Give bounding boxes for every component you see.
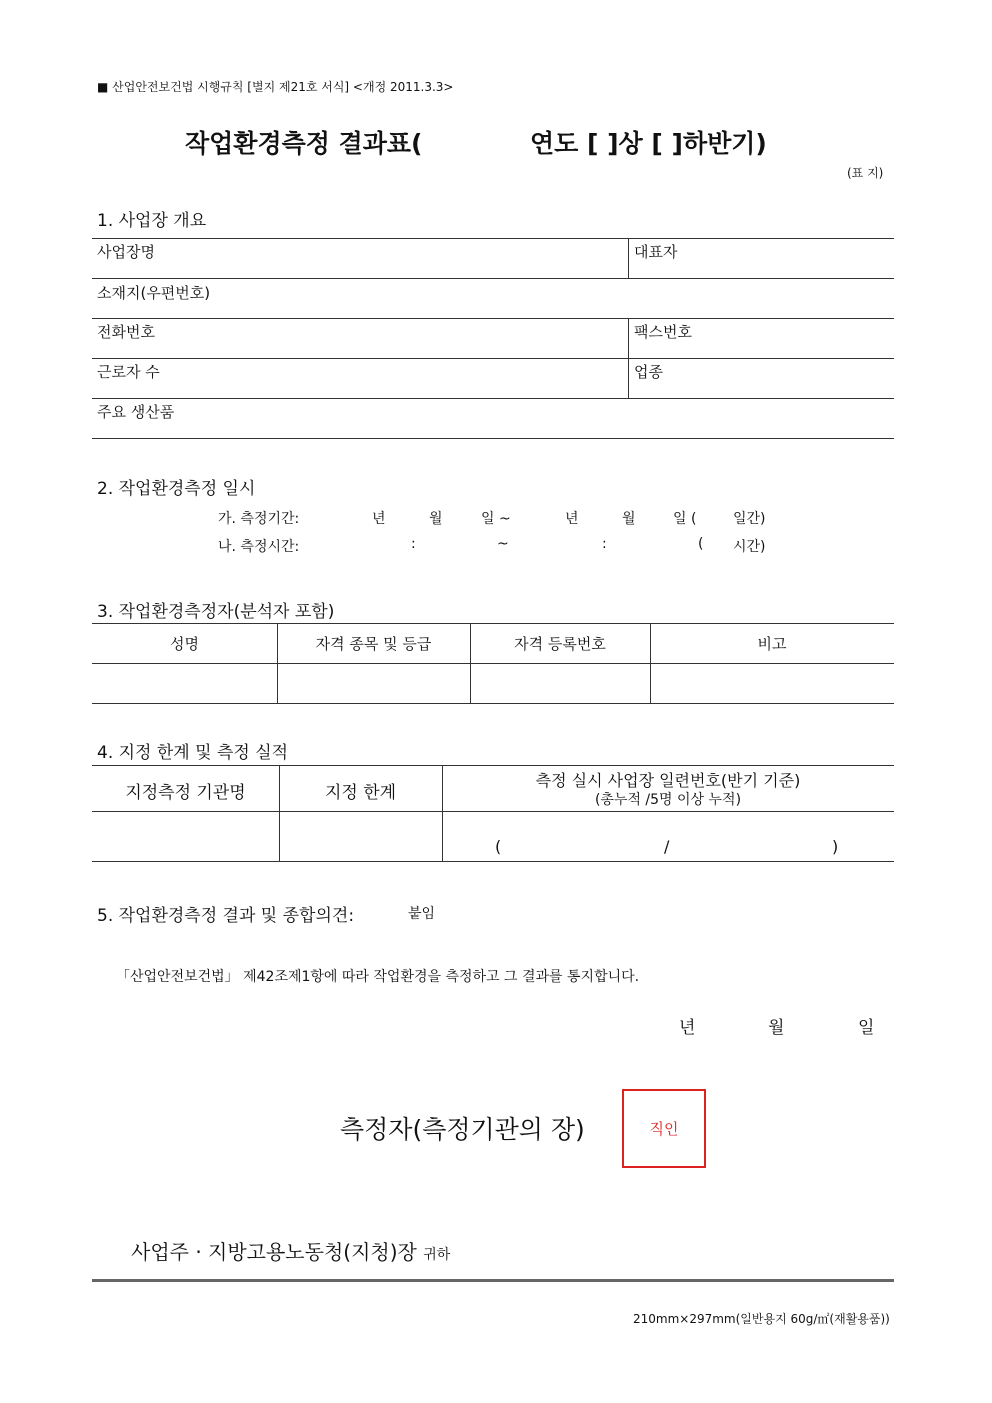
col-serial-line1: 측정 실시 사업장 일련번호(반기 기준) — [535, 771, 801, 790]
divider — [92, 663, 894, 664]
divider — [92, 861, 894, 862]
section4-heading: 4. 지정 한계 및 측정 실적 — [97, 743, 289, 763]
footer-rule — [92, 1279, 894, 1282]
col-qualification: 자격 종목 및 등급 — [315, 635, 432, 653]
section5-heading: 5. 작업환경측정 결과 및 종합의견: — [97, 906, 355, 926]
period-month2: 월 — [622, 511, 636, 527]
divider — [92, 238, 894, 239]
period-day1: 일 ~ — [481, 511, 511, 527]
col-limit: 지정 한계 — [324, 783, 397, 803]
period-days: 일간) — [733, 511, 766, 527]
col-agency-name: 지정측정 기관명 — [125, 783, 246, 803]
workplace-name-label: 사업장명 — [97, 243, 155, 261]
address-label: 소재지(우편번호) — [97, 284, 211, 302]
divider — [628, 238, 629, 278]
divider — [92, 438, 894, 439]
phone-label: 전화번호 — [97, 323, 155, 341]
divider — [92, 623, 894, 624]
form-reference: ■ 산업안전보건법 시행규칙 [별지 제21호 서식] <개정 2011.3.3> — [97, 80, 454, 94]
serial-paren-close: ) — [832, 837, 839, 856]
divider — [92, 398, 894, 399]
time-colon-start: : — [411, 536, 416, 552]
serial-slash: / — [664, 837, 670, 856]
col-registration: 자격 등록번호 — [514, 635, 606, 653]
representative-label: 대표자 — [634, 243, 678, 261]
recipient — [131, 1236, 450, 1265]
section1-heading: 1. 사업장 개요 — [97, 211, 207, 231]
divider — [92, 703, 894, 704]
workers-label: 근로자 수 — [97, 363, 160, 381]
period-month1: 월 — [429, 511, 443, 527]
divider — [92, 278, 894, 279]
period-year1: 년 — [372, 511, 386, 527]
col-serial-line2: (총누적 /5명 이상 누적) — [594, 792, 742, 808]
recipient-suffix: 귀하 — [423, 1247, 451, 1263]
col-name: 성명 — [170, 635, 199, 653]
divider — [92, 358, 894, 359]
section2-heading: 2. 작업환경측정 일시 — [97, 479, 256, 499]
col-remarks: 비고 — [757, 635, 787, 653]
period-day2: 일 ( — [673, 511, 697, 527]
date-year: 년 — [679, 1018, 696, 1038]
time-label: 나. 측정시간: — [218, 539, 300, 555]
time-paren: ( — [698, 536, 704, 552]
time-colon-end: : — [602, 536, 607, 552]
divider — [92, 811, 894, 812]
fax-label: 팩스번호 — [634, 323, 692, 341]
divider — [628, 318, 629, 398]
document-title: 작업환경측정 결과표( — [185, 129, 423, 158]
industry-label: 업종 — [634, 363, 663, 381]
paper-spec: 210mm×297mm(일반용지 60g/㎡(재활용품)) — [633, 1312, 890, 1326]
time-hours: 시간) — [733, 539, 766, 555]
measurer-title: 측정자(측정기관의 장) — [340, 1115, 585, 1144]
seal-label: 직인 — [649, 1120, 679, 1138]
period-year2: 년 — [565, 511, 579, 527]
section3-heading: 3. 작업환경측정자(분석자 포함) — [97, 602, 335, 622]
divider — [92, 765, 894, 766]
serial-paren-open: ( — [495, 837, 502, 856]
period-label: 가. 측정기간: — [218, 511, 300, 527]
section5-attached: 붙임 — [408, 906, 436, 922]
time-tilde: ~ — [497, 536, 509, 552]
seal-box — [622, 1089, 706, 1168]
recipient-name: 사업주 · 지방고용노동청(지청)장 — [131, 1240, 417, 1264]
divider — [92, 318, 894, 319]
products-label: 주요 생산품 — [97, 403, 175, 421]
date-day: 일 — [858, 1018, 875, 1038]
date-month: 월 — [768, 1018, 785, 1038]
cover-label: (표 지) — [847, 166, 884, 180]
notice-text: 「산업안전보건법」 제42조제1항에 따라 작업환경을 측정하고 그 결과를 통지합니다. — [116, 969, 640, 985]
document-title-period: 연도 [ ]상 [ ]하반기) — [530, 129, 767, 158]
